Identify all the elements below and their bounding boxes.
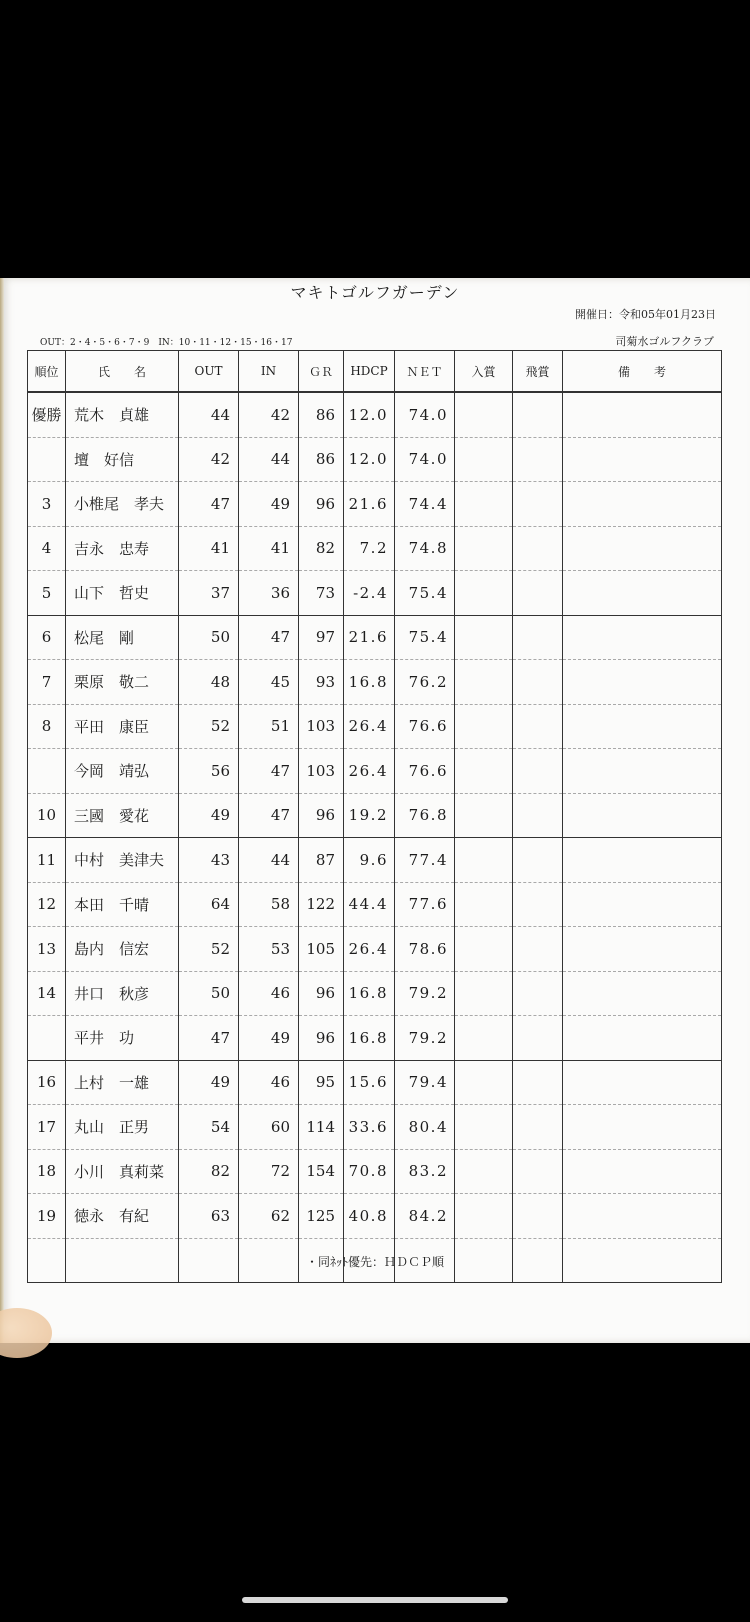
cell-in: 58	[239, 882, 299, 927]
cell-rank: 19	[28, 1194, 66, 1239]
cell-hdcp: 26.4	[344, 704, 395, 749]
cell-hdcp: 26.4	[344, 749, 395, 794]
table-row	[28, 882, 722, 927]
cell-net: 77.6	[395, 882, 455, 927]
cell-gross: 93	[299, 660, 344, 705]
cell-net: 79.4	[395, 1060, 455, 1105]
cell-fly-prize	[513, 482, 563, 527]
cell-in: 49	[239, 482, 299, 527]
cell-gross: 103	[299, 704, 344, 749]
cell-out: 50	[179, 615, 239, 660]
cell-net: 76.6	[395, 749, 455, 794]
cell-fly-prize	[513, 838, 563, 883]
header-net: ＮＥＴ	[395, 351, 455, 393]
cell-in: 42	[239, 392, 299, 437]
cell-name: 中村 美津夫	[66, 838, 179, 883]
cell-prize	[455, 615, 513, 660]
cell-remarks	[563, 793, 722, 838]
cell-rank: 7	[28, 660, 66, 705]
cell-gross: 95	[299, 1060, 344, 1105]
cell-hdcp: 44.4	[344, 882, 395, 927]
cell-gross: 96	[299, 793, 344, 838]
cell-name: 吉永 忠寿	[66, 526, 179, 571]
table-row	[28, 971, 722, 1016]
cell-gross: 87	[299, 838, 344, 883]
hole-assignment: OUT：2・4・5・6・7・9 IN：10・11・12・15・16・17	[40, 338, 293, 348]
cell-fly-prize	[513, 882, 563, 927]
cell-out: 49	[179, 793, 239, 838]
cell-hdcp: 16.8	[344, 660, 395, 705]
cell-hdcp: 33.6	[344, 1105, 395, 1150]
cell-prize	[455, 660, 513, 705]
table-row	[28, 392, 722, 437]
cell-name: 井口 秋彦	[66, 971, 179, 1016]
cell-remarks	[563, 749, 722, 794]
cell-rank: 12	[28, 882, 66, 927]
cell-out: 47	[179, 482, 239, 527]
cell-hdcp: 12.0	[344, 392, 395, 437]
cell-in: 44	[239, 437, 299, 482]
cell-out: 50	[179, 971, 239, 1016]
cell-out: 47	[179, 1016, 239, 1061]
cell-net: 74.8	[395, 526, 455, 571]
cell-remarks	[563, 1149, 722, 1194]
cell-remarks	[563, 660, 722, 705]
cell-prize	[455, 437, 513, 482]
cell-prize	[455, 793, 513, 838]
cell-fly-prize	[513, 1105, 563, 1150]
cell-out: 49	[179, 1060, 239, 1105]
cell-rank: 16	[28, 1060, 66, 1105]
cell-remarks	[563, 392, 722, 437]
cell-out: 52	[179, 704, 239, 749]
cell-fly-prize	[513, 571, 563, 616]
cell-remarks	[563, 526, 722, 571]
cell-fly-prize	[513, 615, 563, 660]
header-hdcp: HDCP	[344, 351, 395, 393]
header-out: OUT	[179, 351, 239, 393]
cell-out: 54	[179, 1105, 239, 1150]
cell-prize	[455, 749, 513, 794]
header-gross: ＧＲ	[299, 351, 344, 393]
table-row	[28, 571, 722, 616]
cell-net: 74.4	[395, 482, 455, 527]
cell-hdcp: 21.6	[344, 482, 395, 527]
table-row	[28, 1060, 722, 1105]
cell-name: 三國 愛花	[66, 793, 179, 838]
table-header-row	[28, 351, 722, 393]
cell-name: 島内 信宏	[66, 927, 179, 972]
cell-prize	[455, 482, 513, 527]
cell-name: 山下 哲史	[66, 571, 179, 616]
cell-out: 44	[179, 392, 239, 437]
cell-name: 徳永 有紀	[66, 1194, 179, 1239]
cell-hdcp: 16.8	[344, 1016, 395, 1061]
cell-remarks	[563, 1194, 722, 1239]
cell-in: 41	[239, 526, 299, 571]
cell-rank: 優勝	[28, 392, 66, 437]
cell-in: 47	[239, 793, 299, 838]
cell-prize	[455, 882, 513, 927]
cell-name: 松尾 剛	[66, 615, 179, 660]
cell-hdcp: 26.4	[344, 927, 395, 972]
cell-net: 80.4	[395, 1105, 455, 1150]
cell-name: 小川 真莉菜	[66, 1149, 179, 1194]
cell-gross: 103	[299, 749, 344, 794]
results-body	[28, 392, 722, 1283]
cell-in: 53	[239, 927, 299, 972]
cell-hdcp: 9.6	[344, 838, 395, 883]
table-row	[28, 1016, 722, 1061]
header-name: 氏 名	[66, 351, 179, 393]
score-sheet-paper	[0, 278, 750, 1343]
cell-hdcp: 16.8	[344, 971, 395, 1016]
table-row	[28, 793, 722, 838]
cell-in: 49	[239, 1016, 299, 1061]
cell-prize	[455, 1194, 513, 1239]
table-row	[28, 838, 722, 883]
cell-hdcp: 7.2	[344, 526, 395, 571]
header-remarks: 備 考	[563, 351, 722, 393]
cell-hdcp: 15.6	[344, 1060, 395, 1105]
cell-gross: 96	[299, 971, 344, 1016]
table-row	[28, 526, 722, 571]
cell-in: 44	[239, 838, 299, 883]
cell-in: 51	[239, 704, 299, 749]
cell-net: 76.8	[395, 793, 455, 838]
cell-remarks	[563, 704, 722, 749]
cell-name: 荒木 貞雄	[66, 392, 179, 437]
event-date: 開催日：令和05年01月23日	[575, 308, 716, 321]
cell-rank: 5	[28, 571, 66, 616]
cell-gross: 125	[299, 1194, 344, 1239]
page-title: マキトゴルフガーデン	[290, 283, 460, 302]
cell-net: 78.6	[395, 927, 455, 972]
cell-rank: 3	[28, 482, 66, 527]
cell-in: 46	[239, 1060, 299, 1105]
cell-fly-prize	[513, 1060, 563, 1105]
cell-gross: 105	[299, 927, 344, 972]
cell-in: 72	[239, 1149, 299, 1194]
cell-prize	[455, 1105, 513, 1150]
cell-net: 84.2	[395, 1194, 455, 1239]
cell-name: 本田 千晴	[66, 882, 179, 927]
cell-rank: 17	[28, 1105, 66, 1150]
cell-remarks	[563, 1105, 722, 1150]
cell-fly-prize	[513, 526, 563, 571]
cell-remarks	[563, 1016, 722, 1061]
cell-prize	[455, 1149, 513, 1194]
cell-prize	[455, 838, 513, 883]
cell-hdcp: -2.4	[344, 571, 395, 616]
cell-hdcp: 19.2	[344, 793, 395, 838]
cell-fly-prize	[513, 660, 563, 705]
cell-fly-prize	[513, 971, 563, 1016]
cell-rank: 13	[28, 927, 66, 972]
cell-gross: 96	[299, 1016, 344, 1061]
cell-prize	[455, 571, 513, 616]
cell-in: 60	[239, 1105, 299, 1150]
cell-gross: 114	[299, 1105, 344, 1150]
cell-net: 75.4	[395, 571, 455, 616]
cell-fly-prize	[513, 392, 563, 437]
table-row	[28, 927, 722, 972]
cell-out: 64	[179, 882, 239, 927]
header-in: IN	[239, 351, 299, 393]
finger-shadow	[0, 1308, 52, 1358]
cell-prize	[455, 704, 513, 749]
cell-remarks	[563, 437, 722, 482]
cell-prize	[455, 392, 513, 437]
cell-rank: 6	[28, 615, 66, 660]
cell-name: 平井 功	[66, 1016, 179, 1061]
cell-out: 43	[179, 838, 239, 883]
cell-name: 小椎尾 孝夫	[66, 482, 179, 527]
cell-rank: 10	[28, 793, 66, 838]
table-row	[28, 1149, 722, 1194]
cell-rank: 8	[28, 704, 66, 749]
cell-name: 上村 一雄	[66, 1060, 179, 1105]
cell-remarks	[563, 927, 722, 972]
table-row	[28, 704, 722, 749]
header-fly-prize: 飛賞	[513, 351, 563, 393]
cell-net: 74.0	[395, 437, 455, 482]
table-row	[28, 615, 722, 660]
cell-out: 37	[179, 571, 239, 616]
cell-out: 48	[179, 660, 239, 705]
cell-rank	[28, 437, 66, 482]
cell-remarks	[563, 615, 722, 660]
cell-in: 45	[239, 660, 299, 705]
cell-gross: 97	[299, 615, 344, 660]
cell-hdcp: 21.6	[344, 615, 395, 660]
cell-fly-prize	[513, 437, 563, 482]
cell-net: 76.2	[395, 660, 455, 705]
cell-name: 平田 康臣	[66, 704, 179, 749]
tiebreak-note: ・同ﾈｯﾄ優先：ＨＤＣＰ順	[305, 1255, 444, 1269]
cell-in: 36	[239, 571, 299, 616]
cell-net: 74.0	[395, 392, 455, 437]
cell-prize	[455, 927, 513, 972]
cell-prize	[455, 526, 513, 571]
cell-net: 77.4	[395, 838, 455, 883]
table-row	[28, 1194, 722, 1239]
cell-rank: 14	[28, 971, 66, 1016]
cell-gross: 154	[299, 1149, 344, 1194]
table-row	[28, 749, 722, 794]
cell-remarks	[563, 971, 722, 1016]
table-row	[28, 1105, 722, 1150]
header-rank: 順位	[28, 351, 66, 393]
cell-net: 83.2	[395, 1149, 455, 1194]
table-row	[28, 437, 722, 482]
header-prize: 入賞	[455, 351, 513, 393]
cell-remarks	[563, 482, 722, 527]
results-table	[27, 350, 722, 1283]
cell-prize	[455, 1016, 513, 1061]
cell-remarks	[563, 1060, 722, 1105]
cell-out: 52	[179, 927, 239, 972]
cell-remarks	[563, 571, 722, 616]
cell-net: 79.2	[395, 971, 455, 1016]
cell-gross: 73	[299, 571, 344, 616]
table-row	[28, 482, 722, 527]
cell-net: 75.4	[395, 615, 455, 660]
cell-gross: 96	[299, 482, 344, 527]
cell-prize	[455, 971, 513, 1016]
cell-fly-prize	[513, 749, 563, 794]
cell-name: 栗原 敬二	[66, 660, 179, 705]
cell-gross: 82	[299, 526, 344, 571]
cell-fly-prize	[513, 704, 563, 749]
cell-hdcp: 70.8	[344, 1149, 395, 1194]
cell-remarks	[563, 882, 722, 927]
cell-rank: 18	[28, 1149, 66, 1194]
cell-hdcp: 40.8	[344, 1194, 395, 1239]
cell-out: 63	[179, 1194, 239, 1239]
cell-net: 76.6	[395, 704, 455, 749]
cell-gross: 86	[299, 437, 344, 482]
cell-fly-prize	[513, 1194, 563, 1239]
cell-fly-prize	[513, 1016, 563, 1061]
cell-out: 56	[179, 749, 239, 794]
cell-in: 46	[239, 971, 299, 1016]
paper-edge	[0, 278, 4, 1343]
home-indicator[interactable]	[242, 1597, 508, 1603]
cell-out: 82	[179, 1149, 239, 1194]
cell-name: 壇 好信	[66, 437, 179, 482]
cell-in: 47	[239, 749, 299, 794]
cell-fly-prize	[513, 927, 563, 972]
cell-rank	[28, 749, 66, 794]
cell-gross: 86	[299, 392, 344, 437]
cell-out: 41	[179, 526, 239, 571]
cell-name: 丸山 正男	[66, 1105, 179, 1150]
cell-hdcp: 12.0	[344, 437, 395, 482]
table-row	[28, 660, 722, 705]
cell-fly-prize	[513, 793, 563, 838]
cell-in: 62	[239, 1194, 299, 1239]
cell-fly-prize	[513, 1149, 563, 1194]
cell-in: 47	[239, 615, 299, 660]
cell-rank: 4	[28, 526, 66, 571]
cell-rank	[28, 1016, 66, 1061]
cell-prize	[455, 1060, 513, 1105]
cell-remarks	[563, 838, 722, 883]
cell-name: 今岡 靖弘	[66, 749, 179, 794]
cell-rank: 11	[28, 838, 66, 883]
cell-out: 42	[179, 437, 239, 482]
cell-gross: 122	[299, 882, 344, 927]
club-name: 司菊水ゴルフクラブ	[615, 335, 714, 348]
cell-net: 79.2	[395, 1016, 455, 1061]
